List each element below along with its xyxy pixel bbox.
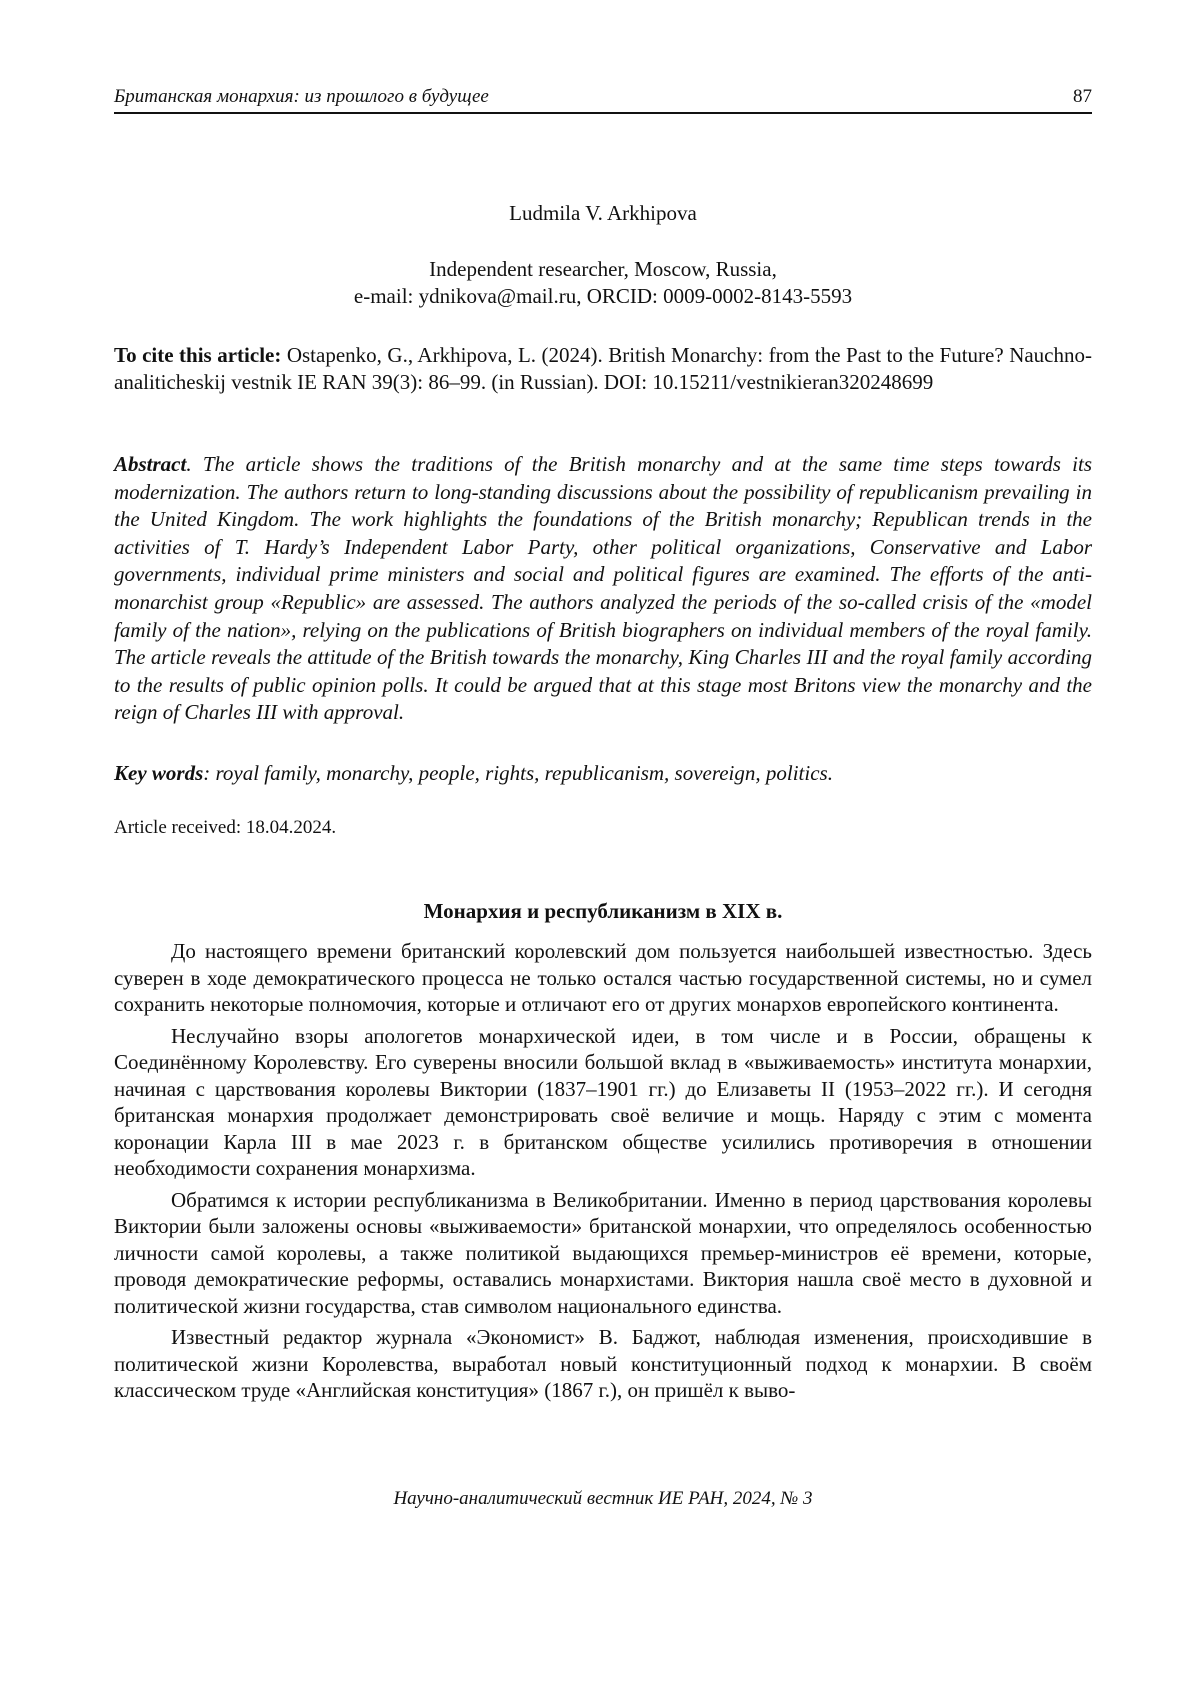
running-head-title: Британская монархия: из прошлого в будущее: [114, 86, 489, 107]
author-name: Ludmila V. Arkhipova: [509, 201, 697, 225]
keywords-text: : royal family, monarchy, people, rights, republicanism, sovereign, politics.: [203, 761, 833, 785]
author-block: [114, 200, 1092, 310]
author-contact: e-mail: ydnikova@mail.ru, ORCID: 0009-0002-8143-5593: [353, 284, 853, 308]
abstract: [114, 451, 1092, 727]
body-paragraph: Обратимся к истории республиканизма в Великобритании. Именно в период царствования королевы Виктории были заложены основы «выживаемости» британской монархии, что определялось особенностью личности самой королевы, а также политикой выдающихся премьер-министров её времени, которые, проводя демократические реформы, оставались монархистами. Виктория нашла своё место в духовной и политической жизни государства, став символом национального единства.: [114, 1187, 1092, 1318]
body-paragraph: До настоящего времени британский королевский дом пользуется наибольшей известностью. Здесь суверен в ходе демократического процесса не только остался частью государственной системы, но и сумел сохранить некоторые полномочия, которые и отличают его от других монархов европейского континента.: [114, 939, 1092, 1016]
running-head: [114, 86, 1092, 114]
keywords-label: Key words: [114, 761, 204, 785]
body-paragraph: Неслучайно взоры апологетов монархической идеи, в том числе и в России, обращены к Соединённому Королевству. Его суверены вносили большой вклад в «выживаемость» института монархии, начиная с царствования королевы Виктории (1837–1901 гг.) до Елизаветы II (1953–2022 гг.). И сегодня британская монархия продолжает демонстрировать своё величие и мощь. Наряду с этим с момента коронации Карла III в мае 2023 г. в британском обществе усилились противоречия в отношении необходимости сохранения монархизма.: [114, 1023, 1093, 1180]
section-heading: Монархия и республиканизм в XIX в.: [423, 899, 783, 923]
body-paragraph: Известный редактор журнала «Экономист» В. Баджот, наблюдая изменения, происходившие в политической жизни Королевства, выработал новый конституционный подход к монархии. В своём классическом труде «Английская конституция» (1867 г.), он пришёл к выво-: [114, 1325, 1092, 1402]
body-text: [114, 938, 1092, 1409]
citation-text: Ostapenko, G., Arkhipova, L. (2024). British Monarchy: from the Past to the Future? Nauchno-analiticheskij vestnik IE RAN 39(3): 86–99. (in Russian). DOI: 10.15211/vestnikieran320248699: [114, 343, 1092, 394]
running-foot: Научно-аналитический вестник ИЕ РАН, 2024, № 3: [393, 1488, 813, 1509]
author-affiliation: Independent researcher, Moscow, Russia,: [429, 257, 777, 281]
abstract-text: . The article shows the traditions of the British monarchy and at the same time steps towards its modernization. The authors return to long-standing discussions about the possibility of republicanism prevailing in the United Kingdom. The work highlights the foundations of the British monarchy; Republican trends in the activities of T. Hardy’s Independent Labor Party, other political organizations, Conservative and Labor governments, individual prime ministers and social and political figures are examined. The efforts of the anti-monarchist group «Republic» are assessed. The authors analyzed the periods of the so-called crisis of the «model family of the nation», relying on the publications of British biographers on individual members of the royal family. The article reveals the attitude of the British towards the monarchy, King Charles III and the royal family according to the results of public opinion polls. It could be argued that at this stage most Britons view the monarchy and the reign of Charles III with approval.: [114, 452, 1092, 725]
article-received: Article received: 18.04.2024.: [114, 817, 337, 838]
abstract-label: Abstract: [114, 452, 187, 476]
citation: [114, 342, 1092, 396]
citation-label: To cite this article:: [114, 343, 282, 367]
page-number: 87: [1073, 86, 1092, 107]
keywords: [114, 760, 1092, 787]
